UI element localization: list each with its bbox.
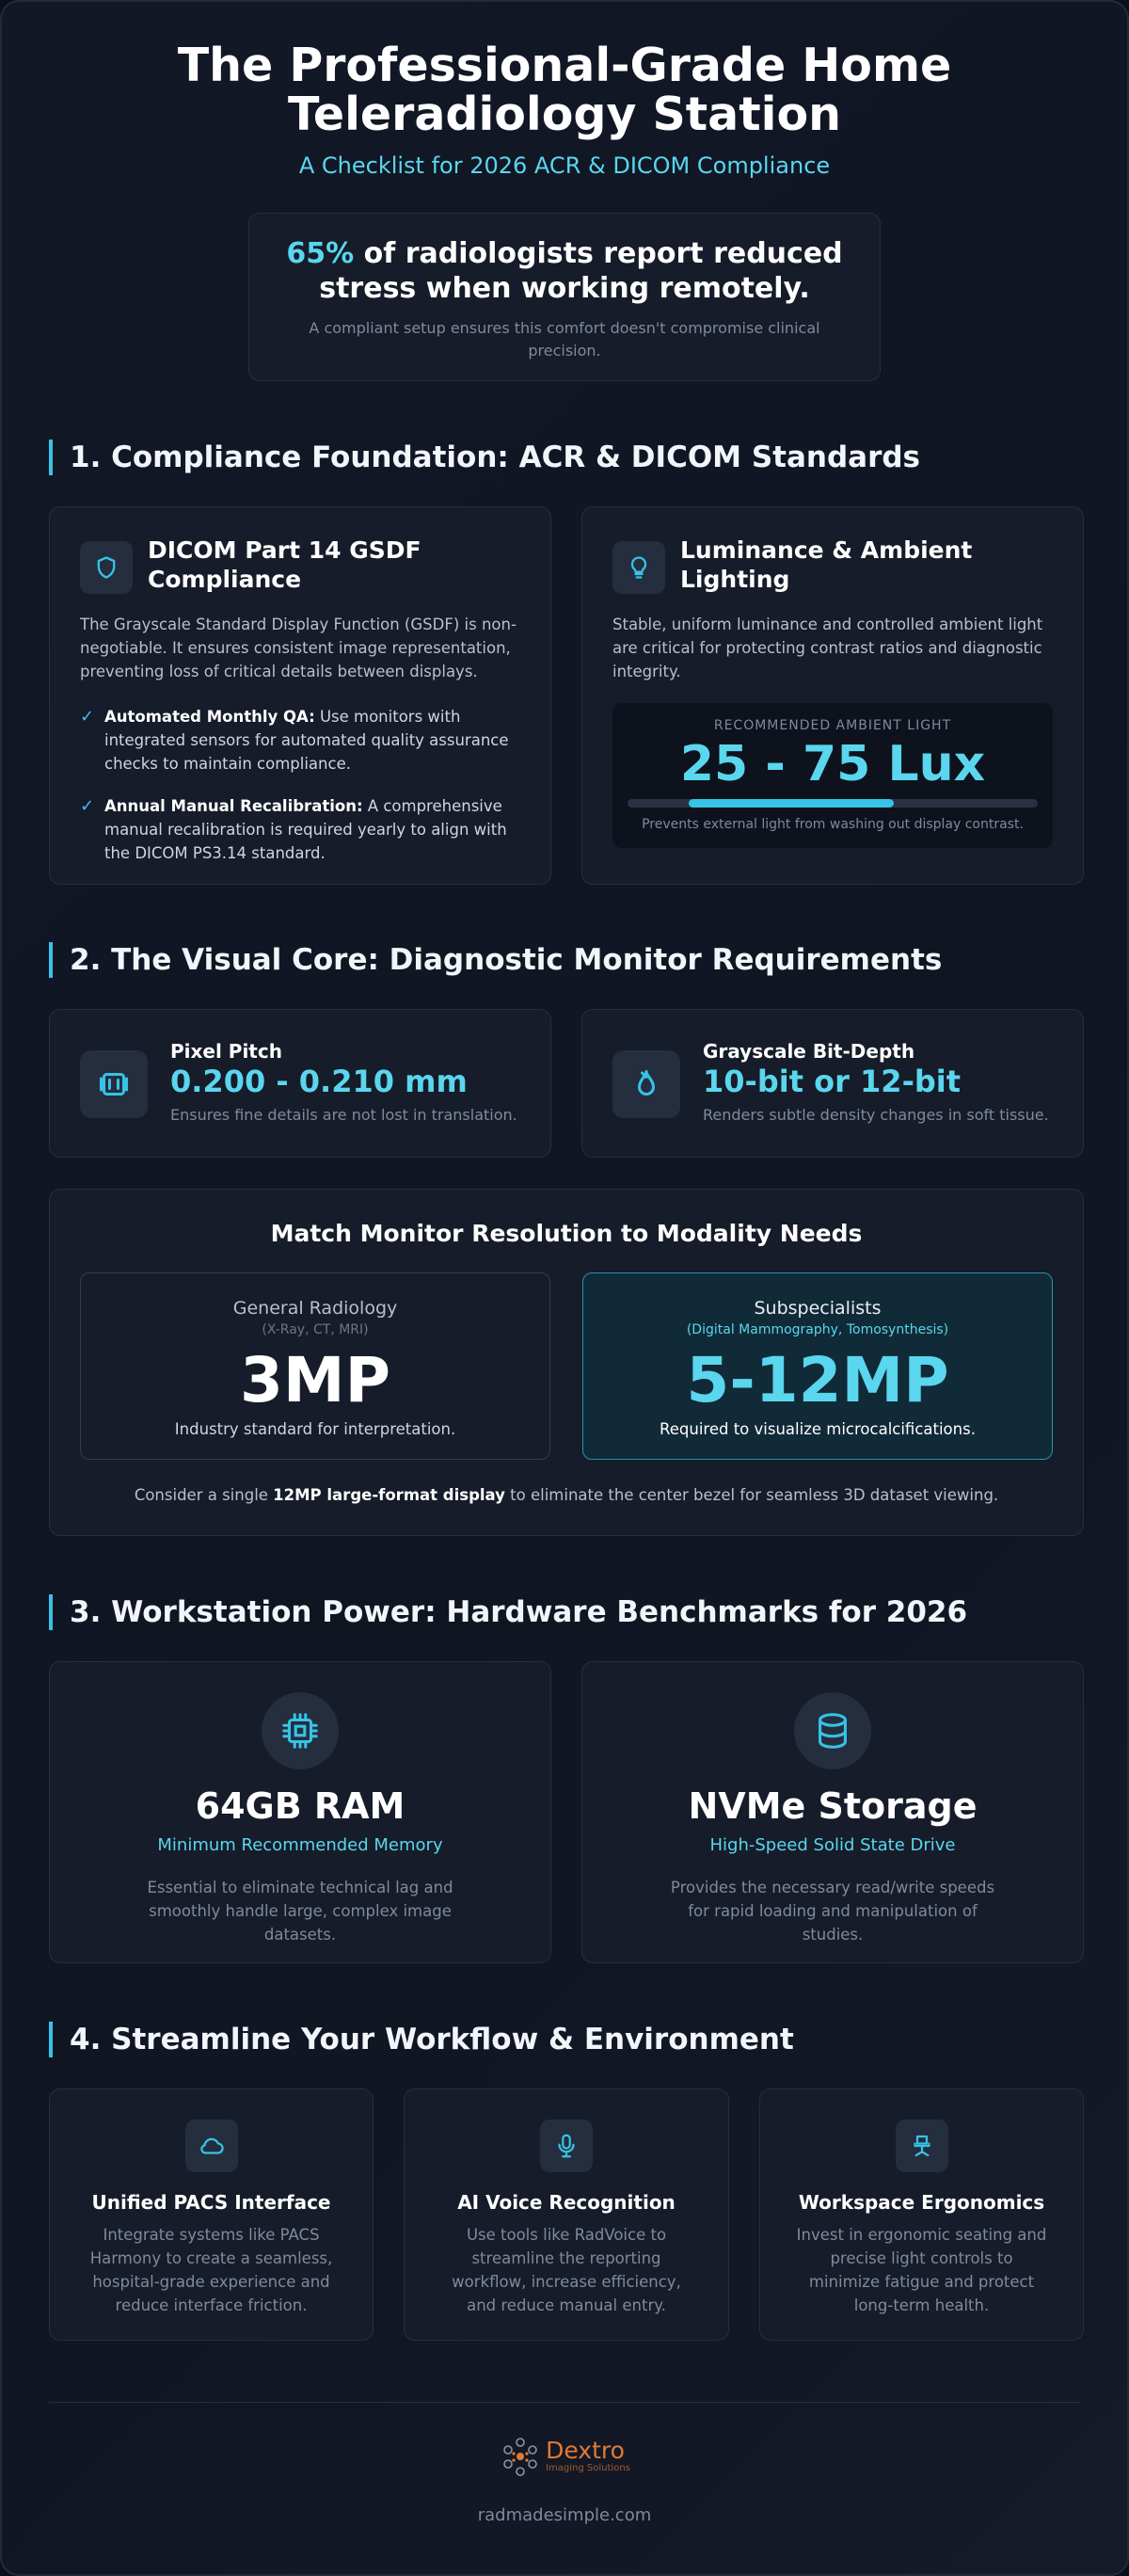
general-radiology-box	[80, 1272, 550, 1460]
pixel-pitch-icon	[80, 1050, 148, 1118]
ambient-light-value: 25 - 75 Lux	[679, 736, 986, 792]
subspecialists-name: Subspecialists	[754, 1298, 882, 1319]
resolution-footnote-bold: 12MP large-format display	[273, 1486, 505, 1504]
ambient-light-range-bar	[628, 799, 1038, 808]
brand-mark-icon	[499, 2435, 542, 2478]
bit-depth-value: 10-bit or 12-bit	[703, 1064, 962, 1099]
brand-name: Dextro	[546, 2437, 625, 2464]
gsdf-checklist	[80, 686, 513, 865]
section-1-title: 1. Compliance Foundation: ACR & DICOM Standards	[49, 440, 920, 475]
section-3-title: 3. Workstation Power: Hardware Benchmarks for 2026	[49, 1594, 967, 1630]
gsdf-title: DICOM Part 14 GSDF Compliance	[148, 536, 421, 593]
workflow-title: Workspace Ergonomics	[798, 2191, 1045, 2214]
workflow-description: Use tools like RadVoice to streamline the reporting workflow, increase efficiency, and reduce manual entry.	[452, 2226, 681, 2314]
shield-icon	[80, 541, 133, 594]
lightbulb-icon	[612, 541, 665, 594]
ambient-light-panel	[612, 703, 1053, 848]
office-chair-icon	[896, 2120, 948, 2172]
checklist-item-label: Annual Manual Recalibration:	[104, 797, 363, 815]
pixel-pitch-card	[49, 1009, 551, 1158]
cloud-icon	[185, 2120, 238, 2172]
lighting-card	[581, 506, 1084, 885]
storage-subtitle: High-Speed Solid State Drive	[709, 1835, 956, 1855]
checkmark-icon: ✓	[80, 796, 95, 816]
footer-divider	[49, 2402, 1080, 2403]
ambient-light-label: RECOMMENDED AMBIENT LIGHT	[713, 718, 952, 733]
resolution-title: Match Monitor Resolution to Modality Needs	[270, 1220, 863, 1247]
brand-logo	[2, 2435, 1127, 2478]
storage-card	[581, 1661, 1084, 1963]
subspecialists-modalities: (Digital Mammography, Tomosynthesis)	[686, 1322, 949, 1337]
ram-card	[49, 1661, 551, 1963]
general-radiology-name: General Radiology	[232, 1298, 398, 1319]
stat-value: 65%	[286, 237, 355, 270]
page-subtitle: A Checklist for 2026 ACR & DICOM Compliance	[298, 152, 831, 179]
resolution-card	[49, 1189, 1084, 1536]
workflow-description: Invest in ergonomic seating and precise light controls to minimize fatigue and protect long-term health.	[796, 2226, 1047, 2314]
pixel-pitch-value: 0.200 - 0.210 mm	[170, 1064, 468, 1099]
stat-text: of radiologists report reduced stress when working remotely.	[319, 237, 843, 305]
brand-tagline: Imaging Solutions	[546, 2463, 630, 2473]
checklist-item-text: A comprehensive manual recalibration is required yearly to align with the DICOM PS3.14 standard.	[104, 797, 507, 862]
cpu-chip-icon	[262, 1692, 339, 1769]
bit-depth-note: Renders subtle density changes in soft tissue.	[703, 1106, 1049, 1124]
lighting-body: Stable, uniform luminance and controlled ambient light are critical for protecting contrast ratios and diagnostic integrity.	[612, 616, 1043, 680]
ram-description: Essential to eliminate technical lag and smoothly handle large, complex image datasets.	[147, 1879, 453, 1944]
stat-note: A compliant setup ensures this comfort doesn't compromise clinical precision.	[309, 319, 820, 360]
workflow-title: Unified PACS Interface	[91, 2191, 331, 2214]
checklist-item	[80, 794, 513, 865]
website-link[interactable]: radmadesimple.com	[477, 2505, 652, 2525]
checkmark-icon: ✓	[80, 707, 95, 727]
subspecialists-box	[582, 1272, 1053, 1460]
gsdf-body: The Grayscale Standard Display Function (GSDF) is non-negotiable. It ensures consistent image representation, preventing loss of critical details between displays.	[80, 616, 517, 680]
resolution-footnote-pre: Consider a single	[134, 1486, 274, 1504]
storage-value: NVMe Storage	[688, 1785, 978, 1827]
storage-description: Provides the necessary read/write speeds for rapid loading and manipulation of studies.	[670, 1879, 995, 1944]
checklist-item	[80, 705, 513, 776]
lighting-title: Luminance & Ambient Lighting	[680, 536, 973, 593]
checklist-item-label: Automated Monthly QA:	[104, 708, 315, 726]
microphone-icon	[540, 2120, 593, 2172]
ram-value: 64GB RAM	[195, 1785, 405, 1827]
workflow-title: AI Voice Recognition	[457, 2191, 676, 2214]
workflow-card-ergonomics	[759, 2088, 1084, 2341]
section-2-title: 2. The Visual Core: Diagnostic Monitor Requirements	[49, 942, 942, 978]
subspecialists-resolution: 5-12MP	[686, 1344, 949, 1416]
resolution-footnote	[50, 1486, 1083, 1504]
stat-callout	[248, 213, 881, 381]
pixel-pitch-note: Ensures fine details are not lost in translation.	[170, 1106, 517, 1124]
header	[2, 2, 1127, 381]
workflow-card-pacs	[49, 2088, 374, 2341]
pixel-pitch-label: Pixel Pitch	[170, 1040, 282, 1063]
gsdf-card	[49, 506, 551, 885]
bit-depth-label: Grayscale Bit-Depth	[703, 1040, 915, 1063]
ram-subtitle: Minimum Recommended Memory	[157, 1835, 443, 1855]
workflow-card-voice	[404, 2088, 729, 2341]
contrast-drop-icon	[612, 1050, 680, 1118]
resolution-footnote-post: to eliminate the center bezel for seamless 3D dataset viewing.	[504, 1486, 999, 1504]
page-title: The Professional-Grade Home Teleradiology Station	[177, 39, 952, 141]
bit-depth-card	[581, 1009, 1084, 1158]
general-radiology-resolution: 3MP	[240, 1344, 390, 1416]
checklist-item-text: Use monitors with integrated sensors for automated quality assurance checks to maintain compliance.	[104, 708, 509, 773]
section-4-title: 4. Streamline Your Workflow & Environment	[49, 2022, 794, 2057]
ambient-light-range-fill	[689, 799, 894, 808]
ambient-light-note: Prevents external light from washing out display contrast.	[642, 817, 1024, 832]
general-radiology-modalities: (X-Ray, CT, MRI)	[262, 1322, 369, 1337]
stat-headline	[282, 236, 847, 306]
subspecialists-note: Required to visualize microcalcifications.	[660, 1420, 976, 1438]
database-icon	[794, 1692, 871, 1769]
workflow-description: Integrate systems like PACS Harmony to create a seamless, hospital-grade experience and reduce interface friction.	[89, 2226, 333, 2314]
general-radiology-note: Industry standard for interpretation.	[174, 1420, 456, 1438]
